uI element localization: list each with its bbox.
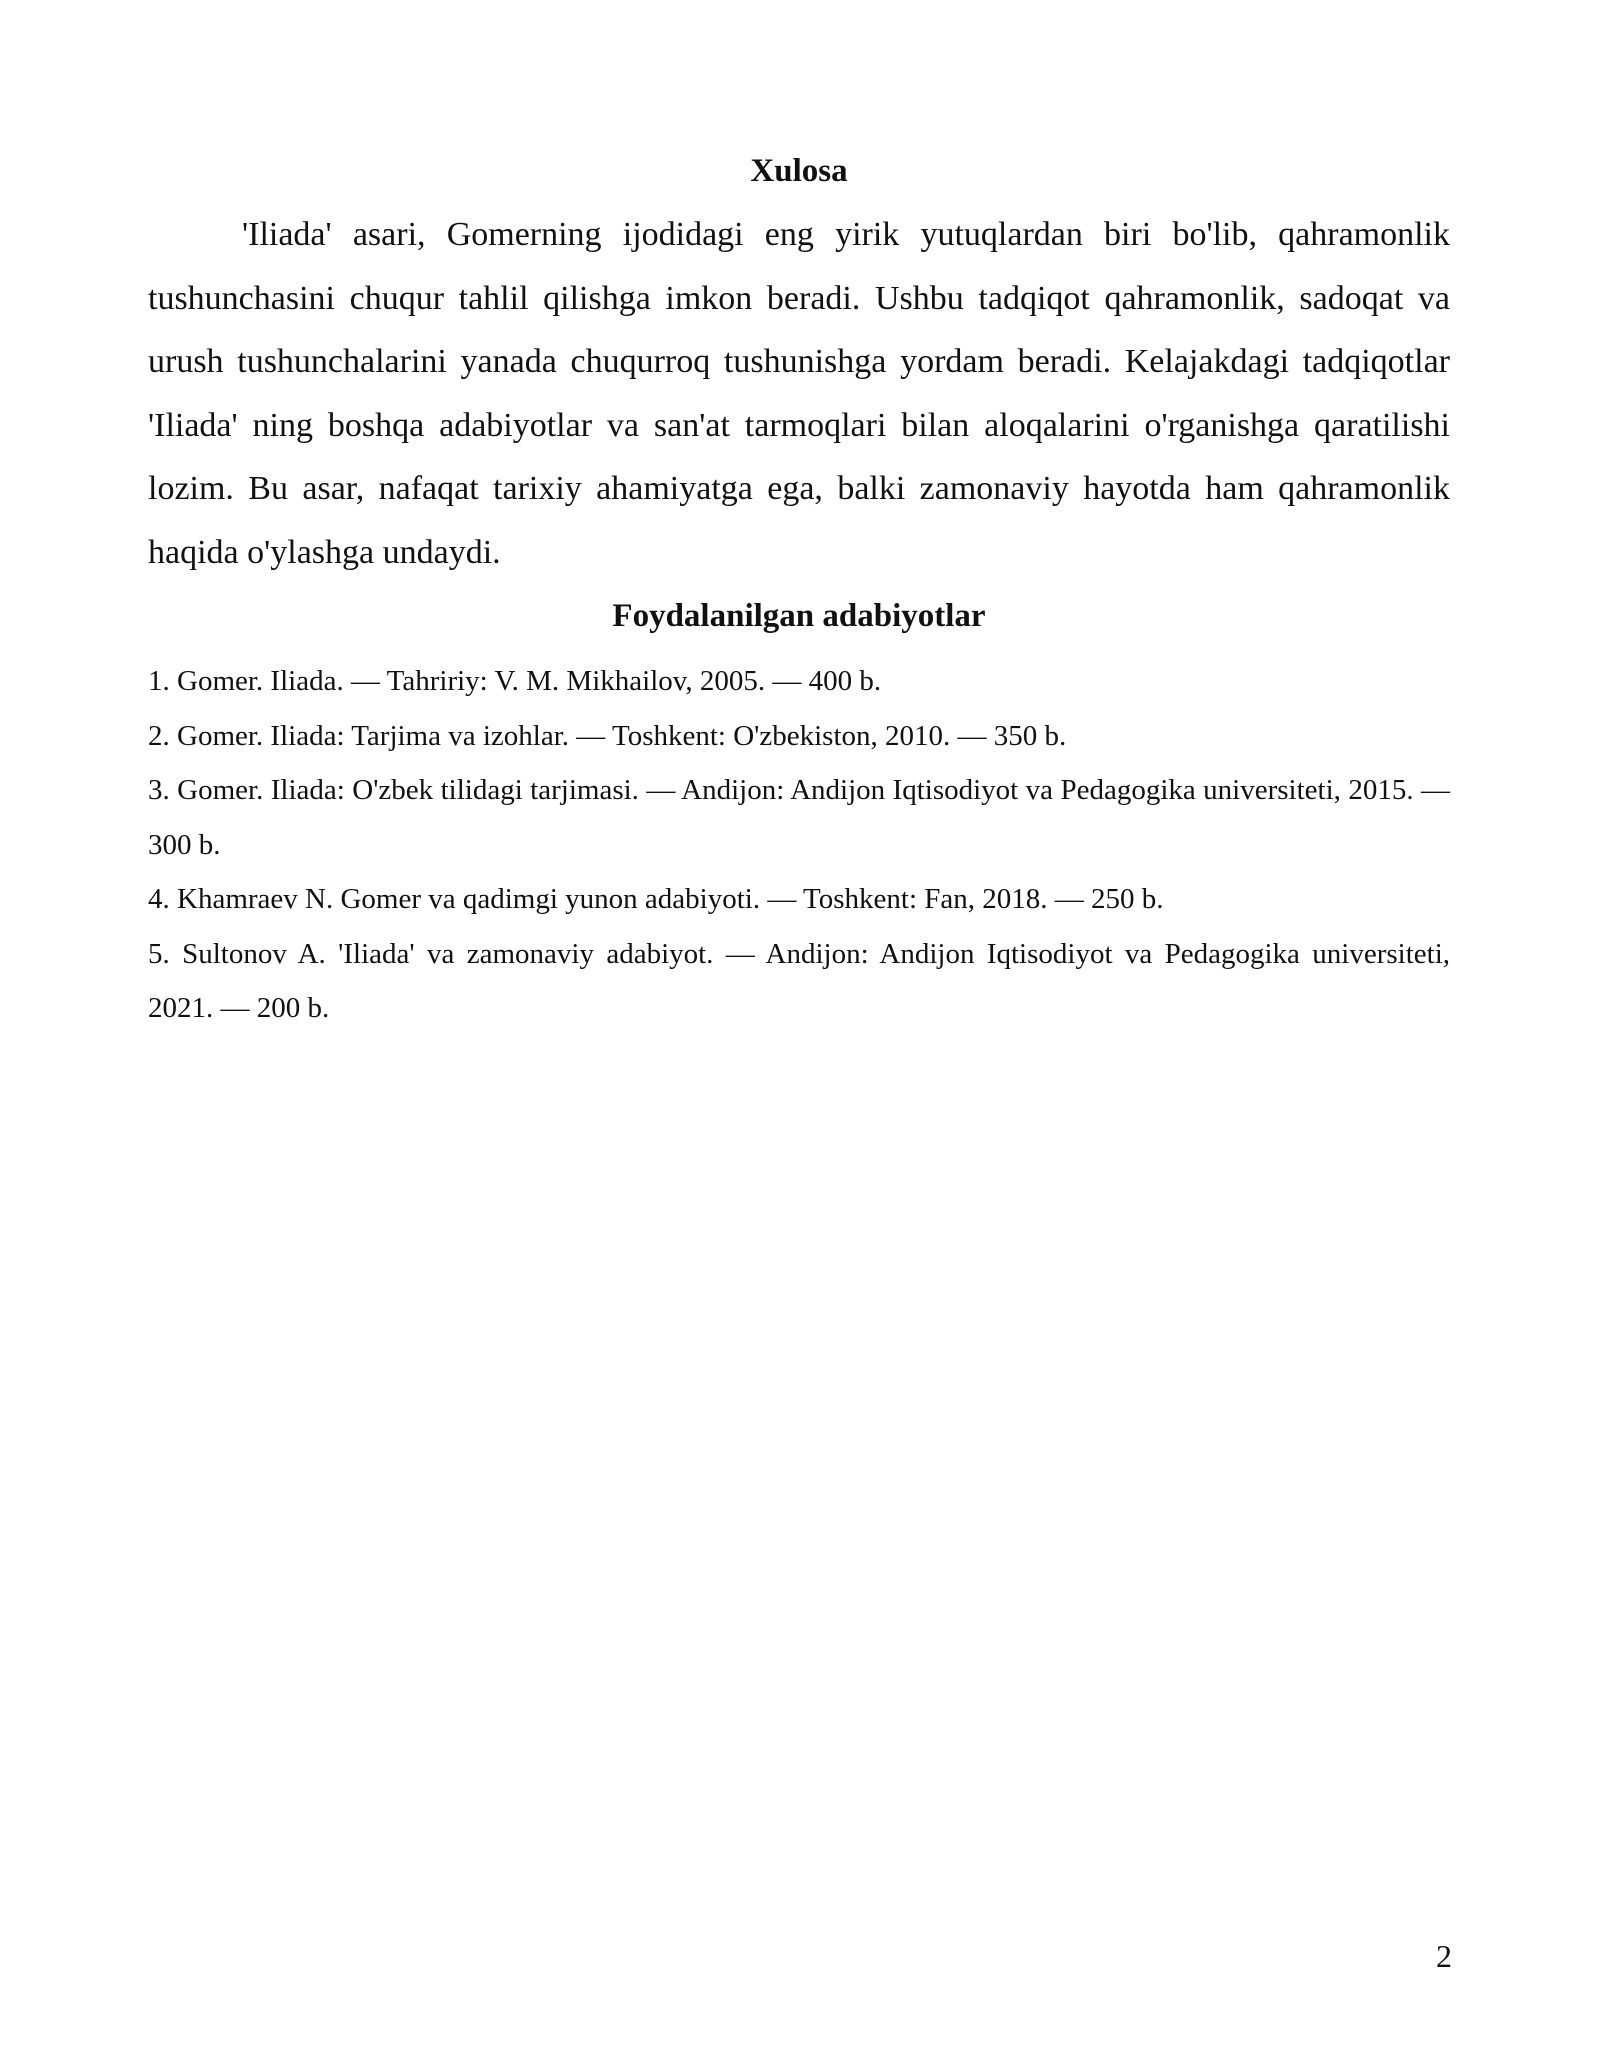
page-content xyxy=(148,143,1450,1036)
references-list xyxy=(148,654,1450,1036)
references-heading: Foydalanilgan adabiyotlar xyxy=(612,598,986,634)
reference-item: 5. Sultonov A. 'Iliada' va zamonaviy adabiyot. — Andijon: Andijon Iqtisodiyot va Pedagogika universiteti, 2021. — 200 b. xyxy=(148,937,1450,1024)
page-number: 2 xyxy=(1436,1938,1452,1974)
conclusion-paragraph: 'Iliada' asari, Gomerning ijodidagi eng yirik yutuqlardan biri bo'lib, qahramonlik tushunchasini chuqur tahlil qilishga imkon beradi. Ushbu tadqiqot qahramonlik, sadoqat va urush tushunchalarini yanada chuqurroq tushunishga yordam beradi. Kelajakdagi tadqiqotlar 'Iliada' ning boshqa adabiyotlar va san'at tarmoqlari bilan aloqalarini o'rganishga qaratilishi lozim. Bu asar, nafaqat tarixiy ahamiyatga ega, balki zamonaviy hayotda ham qahramonlik haqida o'ylashga undaydi. xyxy=(148,216,1450,571)
reference-item: 4. Khamraev N. Gomer va qadimgi yunon adabiyoti. — Toshkent: Fan, 2018. — 250 b. xyxy=(148,883,1164,915)
reference-item: 1. Gomer. Iliada. — Tahririy: V. M. Mikhailov, 2005. — 400 b. xyxy=(148,665,882,697)
reference-item: 2. Gomer. Iliada: Tarjima va izohlar. — Toshkent: O'zbekiston, 2010. — 350 b. xyxy=(148,719,1067,752)
reference-item: 3. Gomer. Iliada: O'zbek tilidagi tarjimasi. — Andijon: Andijon Iqtisodiyot va Pedagogika universiteti, 2015. — 300 b. xyxy=(148,774,1450,861)
conclusion-heading: Xulosa xyxy=(750,153,848,189)
